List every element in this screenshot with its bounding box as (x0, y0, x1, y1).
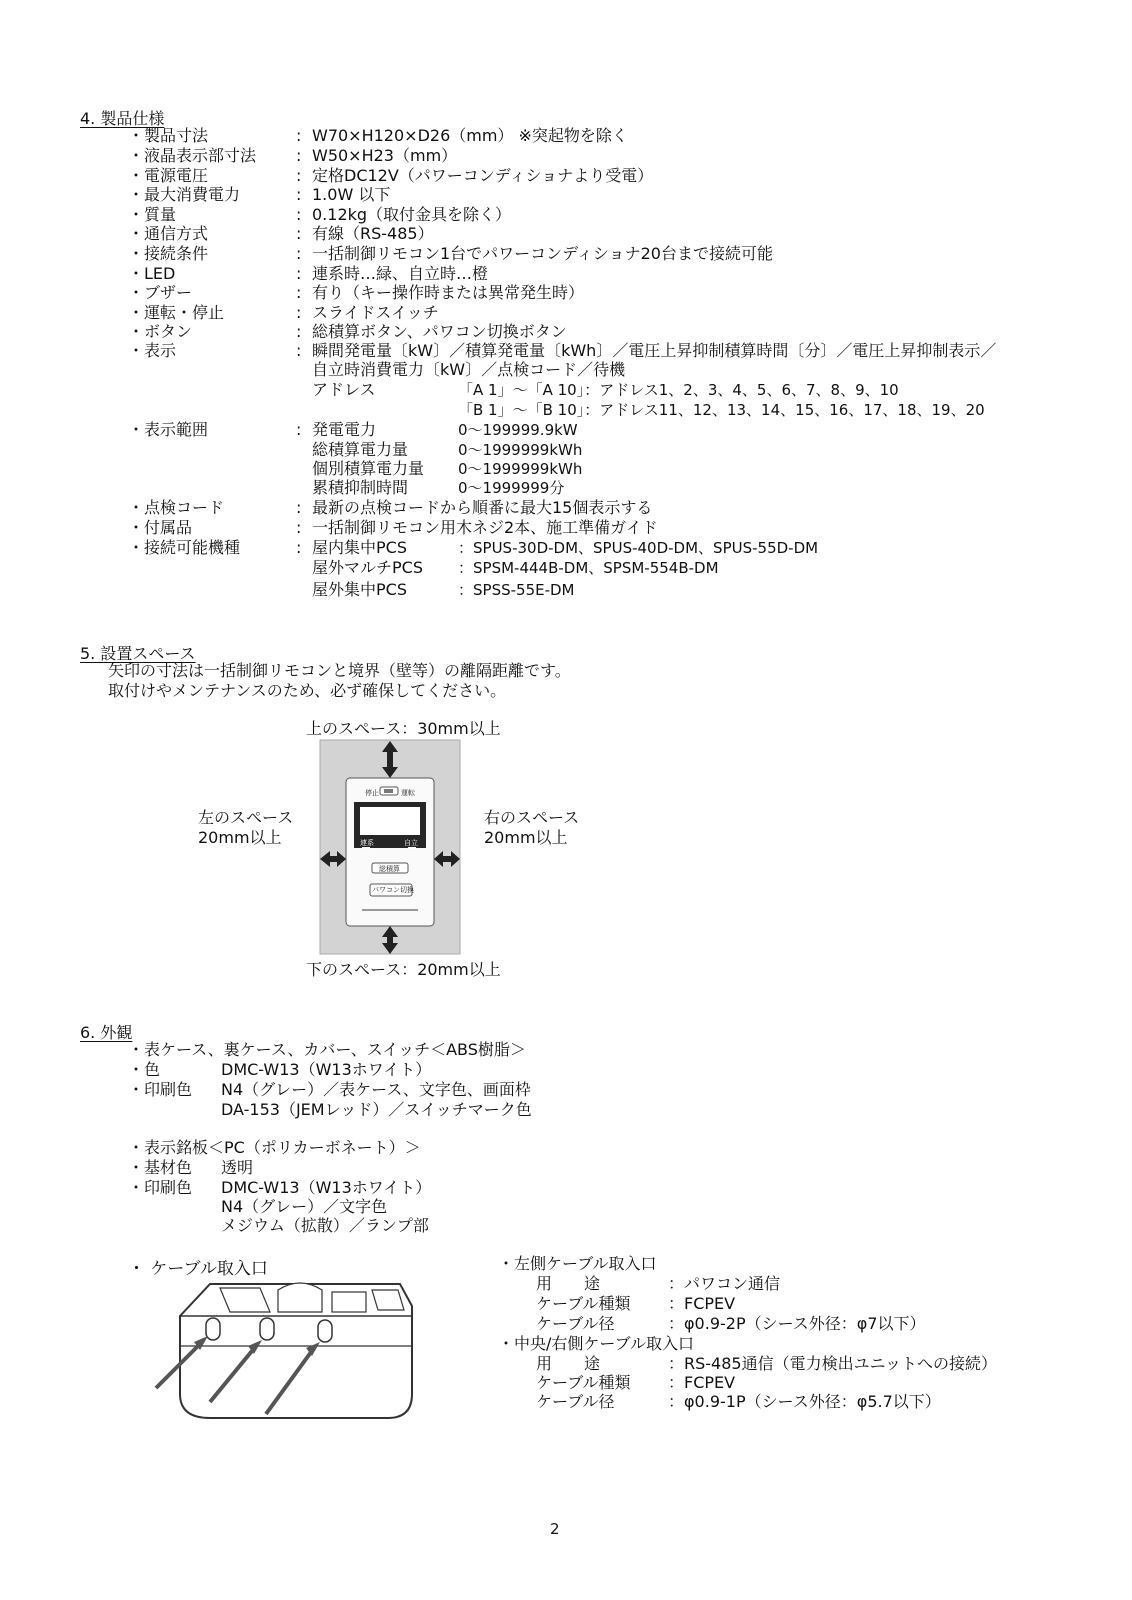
center-cable-key-1: ケーブル種類 (536, 1373, 631, 1392)
center-cable-key-2: ケーブル径 (536, 1392, 615, 1411)
range-name-2: 個別積算電力量 (312, 459, 425, 478)
model-value-2: ：SPSS-55E-DM (458, 581, 575, 599)
range-name-1: 総積算電力量 (312, 440, 409, 459)
spec-bullet: ・ (128, 264, 145, 283)
print-color-value-2: DA-153（JEMレッド）／スイッチマーク色 (221, 1100, 532, 1119)
model-type-2: 屋外集中PCS (312, 580, 407, 599)
inspection-label: 点検コード (144, 498, 225, 517)
center-cable-val-1: ：FCPEV (668, 1373, 736, 1392)
spec-label: 製品寸法 (144, 126, 209, 145)
spec-bullet: ・ (128, 146, 145, 165)
spec-bullet: ・ (128, 205, 145, 224)
plate-print-value-1: DMC-W13（W13ホワイト） (221, 1178, 432, 1197)
left-cable-val-1: ：FCPEV (668, 1294, 736, 1313)
spec-value: 連系時…緑、自立時…橙 (312, 264, 489, 283)
print-color-label: 印刷色 (144, 1080, 193, 1099)
range-value-1: 0～1999999kWh (458, 441, 583, 459)
center-cable-val-2: ：φ0.9-1P（シース外径：φ5.7以下） (668, 1392, 941, 1411)
spec-label: ブザー (144, 283, 193, 302)
plate-print-value-2: N4（グレー）／文字色 (221, 1197, 388, 1216)
models-label: 接続可能機種 (144, 538, 241, 557)
brand-plate (362, 909, 418, 911)
accessory-bullet: ・ (128, 518, 145, 537)
spec-label: 接続条件 (144, 244, 209, 263)
left-cable-key-1: ケーブル種類 (536, 1294, 631, 1313)
spec-separator: : (296, 224, 302, 243)
lcd-screen (360, 807, 420, 835)
spec-value: 0.12kg（取付金具を除く） (312, 205, 512, 224)
print-color-bullet: ・ (128, 1080, 145, 1099)
spec-value: 一括制御リモコン1台でパワーコンディショナ20台まで接続可能 (312, 244, 773, 263)
models-sep: : (296, 538, 302, 557)
spec-label: 質量 (144, 205, 177, 224)
spec-label: LED (144, 264, 176, 283)
address-line-b: 「B 1」～「B 10」：アドレス11、12、13、14、15、16、17、18、19、20 (458, 401, 985, 419)
nameplate-bullet: ・ (128, 1138, 145, 1157)
center-cable-hole (260, 1318, 274, 1340)
top-space-label: 上のスペース：30mm以上 (306, 719, 501, 738)
left-space-label: 左のスペース (198, 808, 294, 827)
spec-bullet: ・ (128, 224, 145, 243)
color-value: DMC-W13（W13ホワイト） (221, 1060, 432, 1079)
accessory-label: 付属品 (144, 518, 193, 537)
color-bullet: ・ (128, 1060, 145, 1079)
section-5-heading: 5. 設置スペース (80, 644, 196, 663)
accessory-value: 一括制御リモコン用木ネジ2本、施工準備ガイド (312, 518, 658, 537)
range-value-3: 0～1999999分 (458, 479, 565, 497)
pcs-button-label: パワコン切換 (372, 886, 414, 894)
inspection-sep: : (296, 498, 302, 517)
range-value-0: 0～199999.9kW (458, 421, 578, 439)
address-label: アドレス (312, 380, 376, 399)
inspection-value: 最新の点検コードから順番に最大15個表示する (312, 498, 653, 517)
spec-value: 有線（RS-485） (312, 224, 434, 243)
model-value-0: ：SPUS-30D-DM、SPUS-40D-DM、SPUS-55D-DM (458, 539, 819, 557)
section-5-line-1: 矢印の寸法は一括制御リモコンと境界（壁等）の離隔距離です。 (108, 661, 571, 680)
spec-bullet: ・ (128, 185, 145, 204)
address-line-a: 「A 1」～「A 10」：アドレス1、2、3、4、5、6、7、8、9、10 (458, 381, 899, 399)
switch-stop-label: 停止 (365, 789, 379, 797)
spec-bullet: ・ (128, 166, 145, 185)
spec-separator: : (296, 146, 302, 165)
accessory-sep: : (296, 518, 302, 537)
left-cable-hole (206, 1318, 220, 1340)
inspection-bullet: ・ (128, 498, 145, 517)
spec-label: 最大消費電力 (144, 185, 241, 204)
led-grid-label: 連系 (360, 839, 374, 847)
page-number: 2 (550, 1520, 560, 1538)
spec-separator: : (296, 322, 302, 341)
spec-bullet: ・ (128, 322, 145, 341)
spec-separator: : (296, 303, 302, 322)
center-cable-val-0: ：RS-485通信（電力検出ユニットへの接続） (668, 1354, 997, 1373)
spec-value: 1.0W 以下 (312, 185, 391, 204)
plate-print-label: 印刷色 (144, 1178, 193, 1197)
left-cable-key-2: ケーブル径 (536, 1314, 615, 1333)
range-name-3: 累積抑制時間 (312, 478, 409, 497)
range-label: 表示範囲 (144, 420, 209, 439)
model-type-0: 屋内集中PCS (312, 538, 407, 557)
models-bullet: ・ (128, 538, 145, 557)
spec-separator: : (296, 185, 302, 204)
right-space-value: 20mm以上 (484, 828, 568, 847)
plate-print-value-3: メジウム（拡散）／ランプ部 (221, 1216, 429, 1235)
spec-value: W50×H23（mm） (312, 146, 458, 165)
base-color-label: 基材色 (144, 1158, 193, 1177)
left-cable-val-2: ：φ0.9-2P（シース外径：φ7以下） (668, 1314, 926, 1333)
spec-value: 総積算ボタン、パワコン切換ボタン (312, 322, 567, 341)
spec-bullet: ・ (128, 283, 145, 302)
range-bullet: ・ (128, 420, 145, 439)
section-6-heading: 6. 外観 (80, 1023, 133, 1042)
nameplate-material: 表示銘板＜PC（ポリカーボネート）＞ (144, 1138, 421, 1157)
model-type-1: 屋外マルチPCS (312, 558, 423, 577)
spec-separator: : (296, 205, 302, 224)
model-value-1: ：SPSM-444B-DM、SPSM-554B-DM (458, 559, 719, 577)
left-cable-title: ・左側ケーブル取入口 (498, 1254, 657, 1273)
range-name-0: 発電電力 (312, 420, 377, 439)
switch-run-label: 運転 (401, 789, 415, 797)
range-value-2: 0～1999999kWh (458, 460, 583, 478)
spec-label: 運転・停止 (144, 303, 225, 322)
spec-separator: : (296, 341, 302, 360)
case-bullet: ・ (128, 1040, 145, 1059)
spec-value: W70×H120×D26（mm） ※突起物を除く (312, 126, 628, 145)
cable-entry-illustration (150, 1276, 420, 1426)
plate-print-bullet: ・ (128, 1178, 145, 1197)
spec-bullet: ・ (128, 244, 145, 263)
left-cable-key-0: 用 途 (536, 1274, 601, 1293)
spec-separator: : (296, 264, 302, 283)
left-space-value: 20mm以上 (198, 828, 282, 847)
spec-separator: : (296, 126, 302, 145)
installation-space-diagram (300, 736, 470, 958)
right-cable-hole (318, 1320, 332, 1342)
center-cable-key-0: 用 途 (536, 1354, 601, 1373)
spec-label: 通信方式 (144, 224, 209, 243)
spec-value: 有り（キー操作時または異常発生時） (312, 283, 585, 302)
spec-separator: : (296, 283, 302, 302)
section-5-line-2: 取付けやメンテナンスのため、必ず確保してください。 (108, 681, 507, 700)
base-color-value: 透明 (221, 1158, 254, 1177)
spec-label: ボタン (144, 322, 193, 341)
spec-label: 電源電圧 (144, 166, 209, 185)
cable-entry-heading: ・ ケーブル取入口 (128, 1259, 268, 1279)
spec-value: 瞬間発電量〔kW〕／積算発電量〔kWh〕／電圧上昇抑制積算時間〔分〕／電圧上昇抑制表示／ (312, 341, 997, 360)
spec-value: スライドスイッチ (312, 303, 439, 322)
spec-bullet: ・ (128, 126, 145, 145)
slide-switch-knob (384, 789, 393, 793)
left-cable-val-0: ：パワコン通信 (668, 1274, 781, 1293)
case-material: 表ケース、裏ケース、カバー、スイッチ＜ABS樹脂＞ (144, 1040, 526, 1059)
spec-separator: : (296, 166, 302, 185)
spec-label: 表示 (144, 341, 177, 360)
spec-bullet: ・ (128, 303, 145, 322)
section-4-heading: 4. 製品仕様 (80, 109, 165, 128)
right-space-label: 右のスペース (484, 808, 580, 827)
range-sep: : (296, 420, 302, 439)
base-color-bullet: ・ (128, 1158, 145, 1177)
bottom-space-label: 下のスペース：20mm以上 (306, 960, 501, 979)
led-independent-label: 自立 (404, 839, 418, 847)
color-label: 色 (144, 1060, 161, 1079)
spec-separator: : (296, 244, 302, 263)
remote-controller-body (346, 778, 434, 926)
display-line-2: 自立時消費電力〔kW〕／点検コード／待機 (312, 360, 626, 379)
spec-value: 定格DC12V（パワーコンディショナより受電） (312, 166, 654, 185)
total-button-label: 総積算 (379, 865, 400, 873)
spec-bullet: ・ (128, 341, 145, 360)
spec-label: 液晶表示部寸法 (144, 146, 257, 165)
center-cable-title: ・中央/右側ケーブル取入口 (498, 1334, 694, 1353)
print-color-value-1: N4（グレー）／表ケース、文字色、画面枠 (221, 1080, 531, 1099)
